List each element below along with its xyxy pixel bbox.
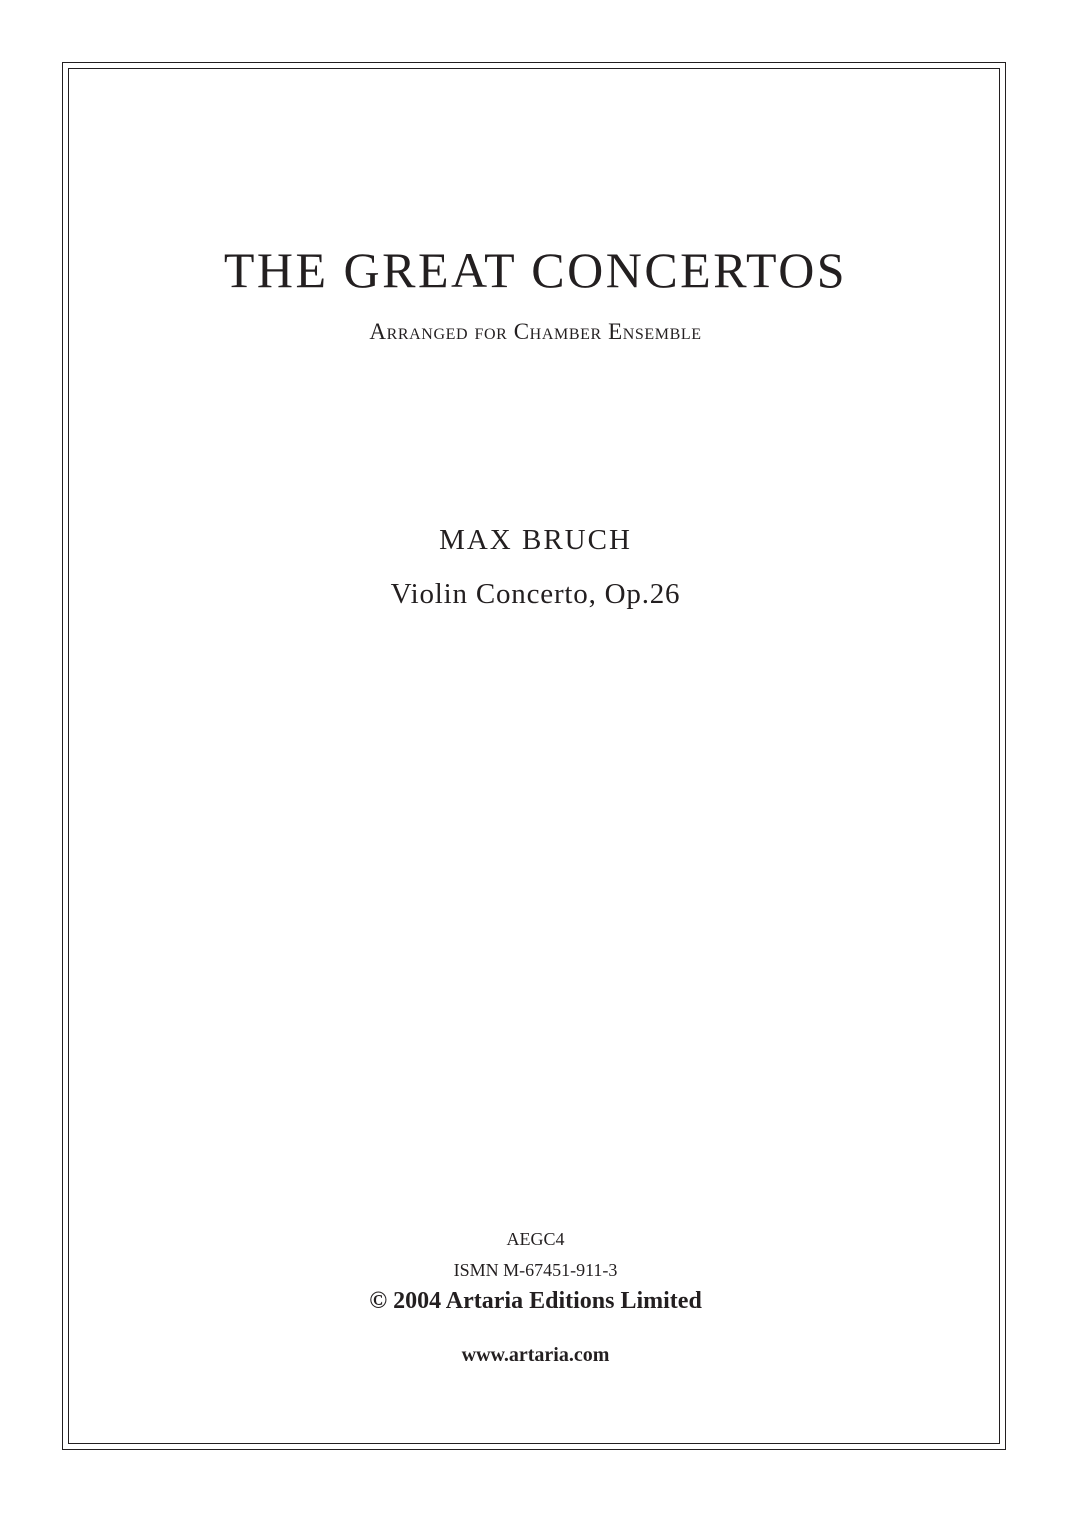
- ismn-number: ISMN M-67451-911-3: [453, 1260, 618, 1280]
- series-subtitle: Arranged for Chamber Ensemble: [369, 319, 702, 344]
- work-title: Violin Concerto, Op.26: [390, 578, 681, 610]
- series-title: THE GREAT CONCERTOS: [223, 242, 848, 298]
- composer-name: MAX BRUCH: [439, 524, 632, 556]
- publisher-website: www.artaria.com: [461, 1344, 610, 1366]
- catalog-number: AEGC4: [506, 1229, 565, 1249]
- copyright-notice: © 2004 Artaria Editions Limited: [369, 1288, 702, 1314]
